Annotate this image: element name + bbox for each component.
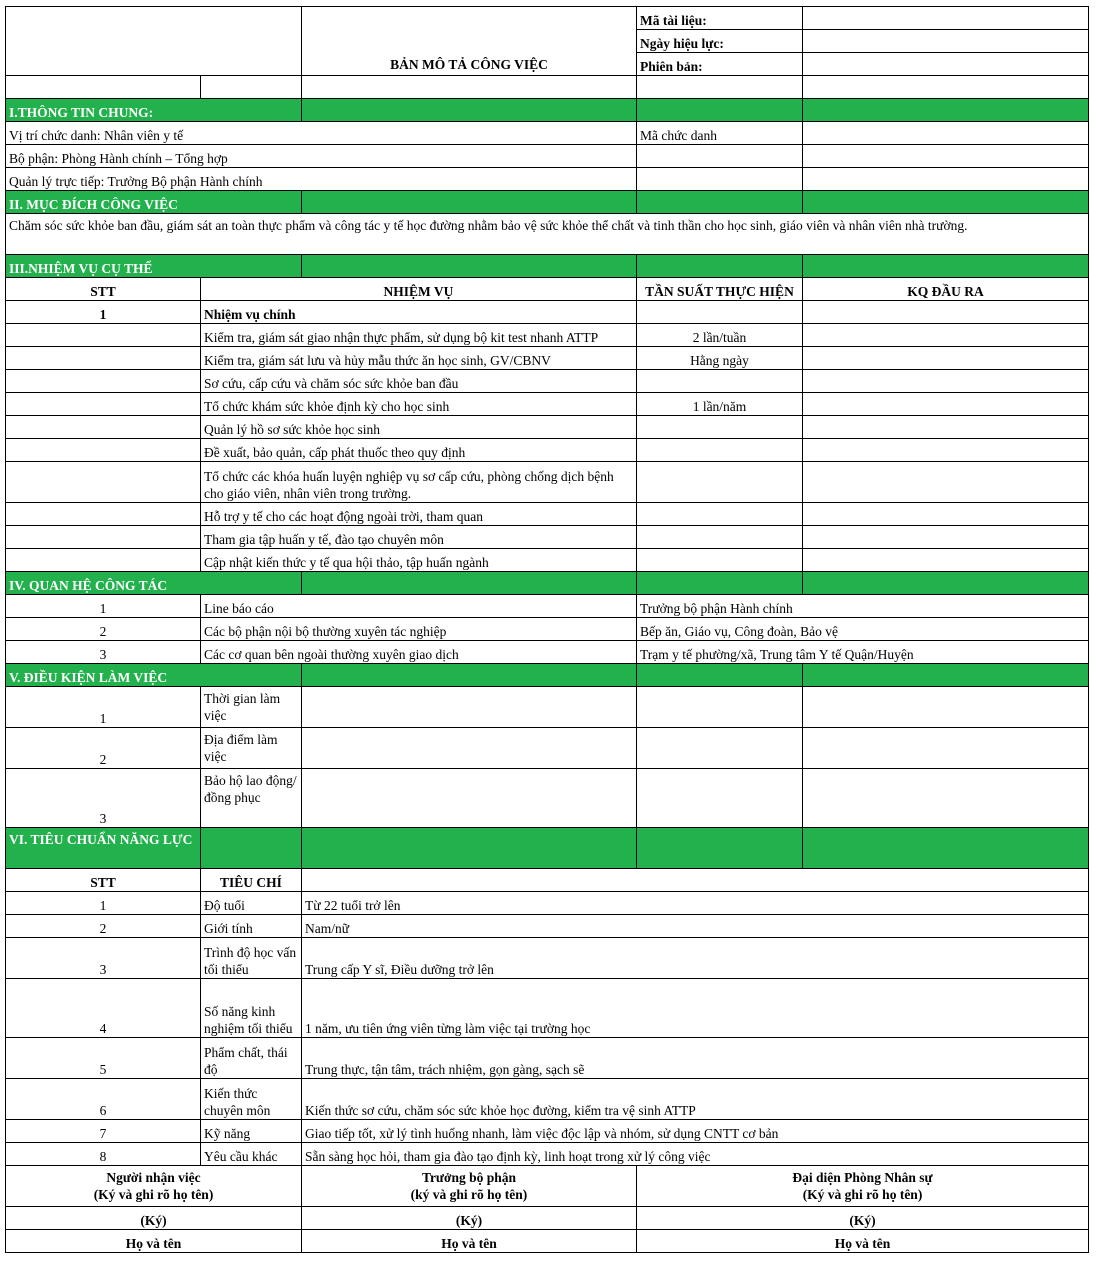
signature-receiver-note: (Ký và ghi rõ họ tên): [93, 1187, 214, 1202]
condition-row: [6, 769, 1089, 828]
relation-type: Các bộ phận nội bộ thường xuyên tác nghiệp: [201, 618, 637, 641]
criteria-number: 6: [6, 1079, 201, 1120]
task-frequency: [637, 370, 803, 393]
position-code-label: Mã chức danh: [637, 122, 803, 145]
section-fill: [302, 828, 637, 869]
task-text: Tham gia tập huấn y tế, đào tạo chuyên môn: [201, 526, 637, 549]
section-fill: [637, 191, 803, 214]
empty-cell: [302, 869, 1089, 892]
task-row: [6, 416, 1089, 439]
task-frequency: [637, 549, 803, 572]
column-header-criteria: TIÊU CHÍ: [201, 869, 302, 892]
section-fill: [637, 255, 803, 278]
criteria-value: Sẵn sàng học hỏi, tham gia đào tạo định kỳ, linh hoạt trong xử lý công việc: [302, 1143, 1089, 1166]
task-frequency: 1 lần/năm: [637, 393, 803, 416]
section-fill: [803, 255, 1089, 278]
version-label: Phiên bản:: [637, 53, 803, 76]
criteria-label: Trình độ học vấn tối thiểu: [201, 938, 302, 979]
criteria-label: Yêu cầu khác: [201, 1143, 302, 1166]
relation-party: Trưởng bộ phận Hành chính: [637, 595, 1089, 618]
criteria-row: [6, 1038, 1089, 1079]
relation-row: [6, 641, 1089, 664]
task-output: [803, 416, 1089, 439]
empty-cell: [637, 687, 803, 728]
empty-cell: [803, 728, 1089, 769]
direct-manager: Quản lý trực tiếp: Trưởng Bộ phận Hành chính: [6, 168, 637, 191]
section-fill: [803, 828, 1089, 869]
criteria-row: [6, 979, 1089, 1038]
relation-party: Bếp ăn, Giáo vụ, Công đoàn, Bảo vệ: [637, 618, 1089, 641]
name-label-receiver: Họ và tên: [6, 1230, 302, 1253]
condition-number: 3: [6, 769, 201, 828]
condition-label: Địa điểm làm việc: [201, 728, 302, 769]
relation-number: 1: [6, 595, 201, 618]
condition-row: [6, 687, 1089, 728]
task-row: [6, 347, 1089, 370]
criteria-row: [6, 1143, 1089, 1166]
empty-cell: [6, 393, 201, 416]
empty-cell: [803, 687, 1089, 728]
section-fill: [803, 191, 1089, 214]
task-frequency: [637, 462, 803, 503]
criteria-value: Kiến thức sơ cứu, chăm sóc sức khỏe học đường, kiểm tra vệ sinh ATTP: [302, 1079, 1089, 1120]
condition-value[interactable]: [302, 687, 637, 728]
criteria-value: Nam/nữ: [302, 915, 1089, 938]
criteria-number: 7: [6, 1120, 201, 1143]
name-label-head: Họ và tên: [302, 1230, 637, 1253]
column-header-output: KQ ĐẦU RA: [803, 278, 1089, 301]
task-text: Tổ chức các khóa huấn luyện nghiệp vụ sơ cấp cứu, phòng chống dịch bệnh cho giáo viên, nhân viên trong trường.: [201, 462, 637, 503]
task-row: [6, 324, 1089, 347]
task-row: [6, 393, 1089, 416]
criteria-row: [6, 1120, 1089, 1143]
column-header-stt: STT: [6, 278, 201, 301]
spacer-cell: [6, 76, 201, 99]
empty-cell: [6, 462, 201, 503]
relation-row: [6, 618, 1089, 641]
empty-cell: [6, 439, 201, 462]
relation-number: 2: [6, 618, 201, 641]
signature-receiver: [6, 1166, 302, 1207]
section-fill: [637, 664, 803, 687]
condition-value[interactable]: [302, 769, 637, 828]
task-frequency: Hằng ngày: [637, 347, 803, 370]
relation-row: [6, 595, 1089, 618]
signature-hr-title: Đại diện Phòng Nhân sự: [792, 1170, 933, 1185]
doc-code-value[interactable]: [803, 7, 1089, 30]
department: Bộ phận: Phòng Hành chính – Tổng hợp: [6, 145, 637, 168]
criteria-row: [6, 892, 1089, 915]
signature-receiver-title: Người nhận việc: [106, 1170, 201, 1185]
section-fill: [637, 99, 803, 122]
criteria-number: 5: [6, 1038, 201, 1079]
task-row: [6, 549, 1089, 572]
criteria-value: Từ 22 tuổi trở lên: [302, 892, 1089, 915]
section-heading-tasks: III.NHIỆM VỤ CỤ THỂ: [6, 255, 302, 278]
sign-label-receiver: (Ký): [6, 1207, 302, 1230]
task-text: Kiểm tra, giám sát giao nhận thực phẩm, sử dụng bộ kit test nhanh ATTP: [201, 324, 637, 347]
section-heading-competency: VI. TIÊU CHUẨN NĂNG LỰC: [6, 828, 201, 869]
task-output: [803, 526, 1089, 549]
relation-type: Các cơ quan bên ngoài thường xuyên giao dịch: [201, 641, 637, 664]
section-fill: [803, 99, 1089, 122]
section-heading-general: I.THÔNG TIN CHUNG:: [6, 99, 302, 122]
section-fill: [803, 664, 1089, 687]
empty-cell: [637, 168, 803, 191]
empty-cell: [6, 503, 201, 526]
column-header-frequency: TẦN SUẤT THỰC HIỆN: [637, 278, 803, 301]
condition-number: 1: [6, 687, 201, 728]
section-heading-relations: IV. QUAN HỆ CÔNG TÁC: [6, 572, 302, 595]
empty-cell: [6, 324, 201, 347]
spacer-cell: [302, 76, 637, 99]
logo-area: [6, 7, 302, 76]
section-fill: [302, 664, 637, 687]
empty-cell: [637, 145, 803, 168]
empty-cell: [6, 370, 201, 393]
task-output: [803, 324, 1089, 347]
criteria-value: Trung thực, tận tâm, trách nhiệm, gọn gàng, sạch sẽ: [302, 1038, 1089, 1079]
section-fill: [302, 191, 637, 214]
task-text: Đề xuất, bảo quản, cấp phát thuốc theo quy định: [201, 439, 637, 462]
position-title: Vị trí chức danh: Nhân viên y tế: [6, 122, 637, 145]
signature-hr-note: (Ký và ghi rõ họ tên): [802, 1187, 923, 1202]
criteria-value: 1 năm, ưu tiên ứng viên từng làm việc tại trường học: [302, 979, 1089, 1038]
sign-label-hr: (Ký): [637, 1207, 1089, 1230]
criteria-label: Giới tính: [201, 915, 302, 938]
task-row: [6, 370, 1089, 393]
empty-cell: [803, 168, 1089, 191]
criteria-number: 4: [6, 979, 201, 1038]
task-frequency: [637, 503, 803, 526]
criteria-number: 3: [6, 938, 201, 979]
signature-hr: [637, 1166, 1089, 1207]
task-frequency: [637, 416, 803, 439]
document-title: BẢN MÔ TẢ CÔNG VIỆC: [302, 7, 637, 76]
task-output: [803, 462, 1089, 503]
criteria-label: Kỹ năng: [201, 1120, 302, 1143]
relation-number: 3: [6, 641, 201, 664]
criteria-label: Kiến thức chuyên môn: [201, 1079, 302, 1120]
effective-date-label: Ngày hiệu lực:: [637, 30, 803, 53]
relation-party: Trạm y tế phường/xã, Trung tâm Y tế Quận/Huyện: [637, 641, 1089, 664]
spacer-cell: [803, 76, 1089, 99]
name-label-hr: Họ và tên: [637, 1230, 1089, 1253]
task-text: Quản lý hồ sơ sức khỏe học sinh: [201, 416, 637, 439]
section-fill: [637, 572, 803, 595]
criteria-number: 1: [6, 892, 201, 915]
empty-cell: [803, 769, 1089, 828]
empty-cell: [637, 301, 803, 324]
criteria-number: 2: [6, 915, 201, 938]
version-value[interactable]: [803, 53, 1089, 76]
criteria-value: Trung cấp Y sĩ, Điều dưỡng trở lên: [302, 938, 1089, 979]
main-task-number: 1: [6, 301, 201, 324]
task-text: Tổ chức khám sức khỏe định kỳ cho học sinh: [201, 393, 637, 416]
main-task-label: Nhiệm vụ chính: [201, 301, 637, 324]
condition-label: Bảo hộ lao động/đồng phục: [201, 769, 302, 828]
task-frequency: [637, 526, 803, 549]
signature-head-title: Trưởng bộ phận: [421, 1170, 517, 1185]
section-fill: [803, 572, 1089, 595]
empty-cell: [637, 728, 803, 769]
task-output: [803, 439, 1089, 462]
task-frequency: 2 lần/tuần: [637, 324, 803, 347]
task-frequency: [637, 439, 803, 462]
empty-cell: [803, 145, 1089, 168]
task-output: [803, 370, 1089, 393]
criteria-row: [6, 938, 1089, 979]
task-text: Hỗ trợ y tế cho các hoạt động ngoài trời, tham quan: [201, 503, 637, 526]
task-text: Sơ cứu, cấp cứu và chăm sóc sức khỏe ban đầu: [201, 370, 637, 393]
doc-code-label: Mã tài liệu:: [637, 7, 803, 30]
task-row: [6, 439, 1089, 462]
task-output: [803, 549, 1089, 572]
empty-cell: [803, 301, 1089, 324]
section-fill: [302, 99, 637, 122]
task-row: [6, 526, 1089, 549]
relation-type: Line báo cáo: [201, 595, 637, 618]
effective-date-value[interactable]: [803, 30, 1089, 53]
criteria-label: Phẩm chất, thái độ: [201, 1038, 302, 1079]
condition-row: [6, 728, 1089, 769]
section-fill: [302, 255, 637, 278]
criteria-label: Số năng kinh nghiệm tối thiểu: [201, 979, 302, 1038]
condition-number: 2: [6, 728, 201, 769]
criteria-value: Giao tiếp tốt, xử lý tình huống nhanh, làm việc độc lập và nhóm, sử dụng CNTT cơ bản: [302, 1120, 1089, 1143]
criteria-row: [6, 915, 1089, 938]
empty-cell: [6, 416, 201, 439]
empty-cell: [6, 549, 201, 572]
task-output: [803, 347, 1089, 370]
criteria-row: [6, 1079, 1089, 1120]
condition-value[interactable]: [302, 728, 637, 769]
task-row: [6, 462, 1089, 503]
empty-cell: [637, 769, 803, 828]
criteria-number: 8: [6, 1143, 201, 1166]
spacer-cell: [637, 76, 803, 99]
section-heading-conditions: V. ĐIỀU KIỆN LÀM VIỆC: [6, 664, 302, 687]
signature-head: [302, 1166, 637, 1207]
empty-cell: [6, 347, 201, 370]
section-heading-purpose: II. MỤC ĐÍCH CÔNG VIỆC: [6, 191, 302, 214]
empty-cell: [6, 526, 201, 549]
task-output: [803, 503, 1089, 526]
column-header-stt: STT: [6, 869, 201, 892]
sign-label-head: (Ký): [302, 1207, 637, 1230]
spacer-cell: [201, 76, 302, 99]
job-description-sheet: [5, 6, 1089, 1253]
position-code-value[interactable]: [803, 122, 1089, 145]
section-fill: [637, 828, 803, 869]
purpose-text: Chăm sóc sức khỏe ban đầu, giám sát an toàn thực phẩm và công tác y tế học đường nhằm bảo vệ sức khỏe thể chất và tinh thần cho học sinh, giáo viên và nhân viên nhà trường.: [6, 214, 1089, 255]
section-fill: [201, 828, 302, 869]
task-row: [6, 503, 1089, 526]
criteria-label: Độ tuổi: [201, 892, 302, 915]
task-text: Kiểm tra, giám sát lưu và hủy mẫu thức ăn học sinh, GV/CBNV: [201, 347, 637, 370]
task-text: Cập nhật kiến thức y tế qua hội thảo, tập huấn ngành: [201, 549, 637, 572]
task-output: [803, 393, 1089, 416]
signature-head-note: (ký và ghi rõ họ tên): [410, 1187, 528, 1202]
condition-label: Thời gian làm việc: [201, 687, 302, 728]
column-header-task: NHIỆM VỤ: [201, 278, 637, 301]
section-fill: [302, 572, 637, 595]
